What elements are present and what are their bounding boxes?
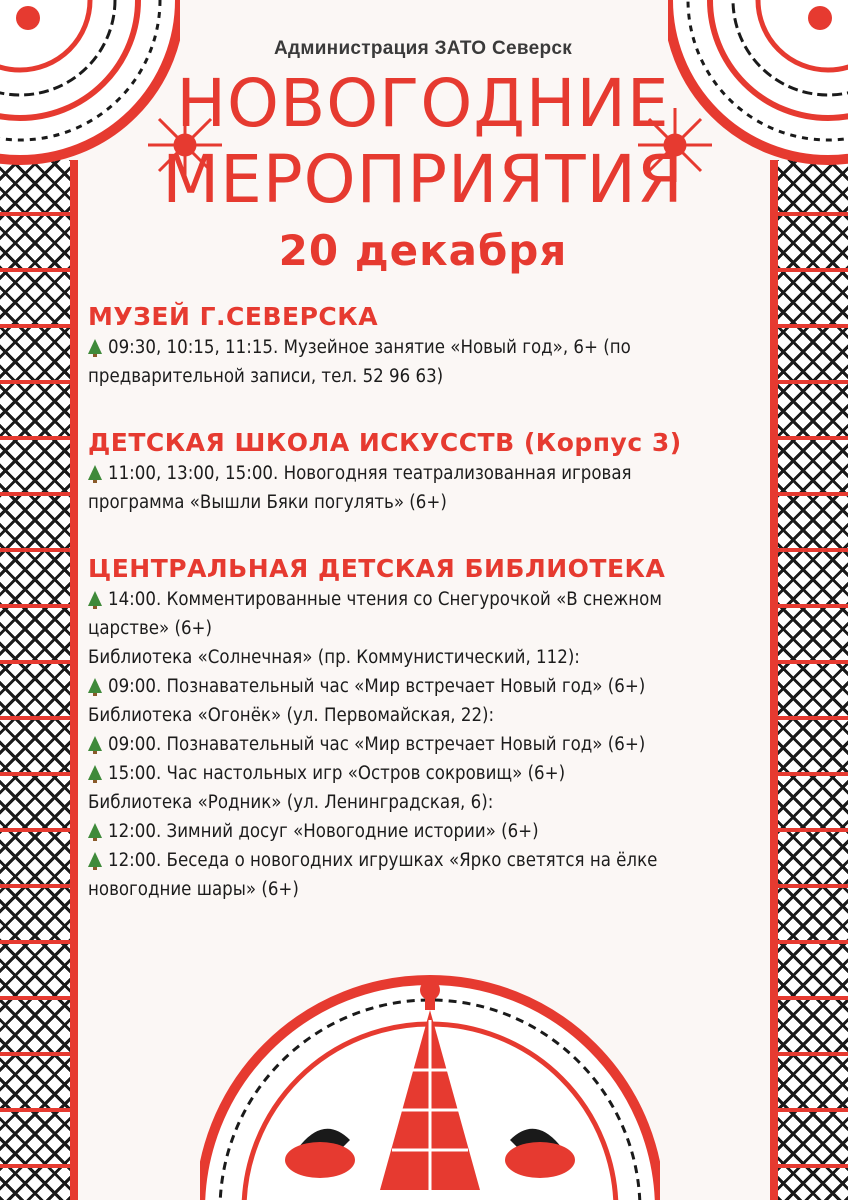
library-branch-label: Библиотека «Огонёк» (ул. Первомайская, 22):	[88, 705, 495, 726]
section-title: МУЗЕЙ Г.СЕВЕРСКА	[88, 302, 379, 331]
left-ornament-border	[0, 160, 78, 1200]
tree-icon	[88, 736, 102, 751]
event-line: 09:30, 10:15, 11:15. Музейное занятие «Новый год», 6+ (по	[88, 333, 758, 362]
library-branch-label: Библиотека «Родник» (ул. Ленинградская, 6):	[88, 792, 494, 813]
library-branch-label: Библиотека «Солнечная» (пр. Коммунистический, 112):	[88, 647, 580, 668]
poster-title	[88, 66, 758, 218]
event-line: 12:00. Беседа о новогодних игрушках «Ярко светятся на ёлке	[88, 846, 758, 875]
event-line: 15:00. Час настольных игр «Остров сокровищ» (6+)	[88, 759, 758, 788]
right-ornament-border	[770, 160, 848, 1200]
section-art-school	[88, 427, 758, 517]
title-line-1: НОВОГОДНИЕ	[176, 65, 670, 142]
section-library	[88, 553, 758, 904]
tree-icon	[88, 339, 102, 354]
section-title: ЦЕНТРАЛЬНАЯ ДЕТСКАЯ БИБЛИОТЕКА	[88, 554, 666, 583]
event-line: 09:00. Познавательный час «Мир встречает Новый год» (6+)	[88, 672, 758, 701]
event-line: программа «Вышли Бяки погулять» (6+)	[88, 492, 447, 513]
section-title: ДЕТСКАЯ ШКОЛА ИСКУССТВ (Корпус 3)	[88, 428, 682, 457]
tree-icon	[88, 852, 102, 867]
organizer-label: Администрация ЗАТО Северск	[273, 38, 573, 59]
event-line: 11:00, 13:00, 15:00. Новогодняя театрализованная игровая	[88, 459, 758, 488]
event-line: новогодние шары» (6+)	[88, 879, 299, 900]
section-museum	[88, 301, 758, 391]
event-date: 20 декабря	[278, 226, 568, 275]
tree-icon	[88, 765, 102, 780]
title-line-2: МЕРОПРИЯТИЯ	[162, 141, 684, 218]
poster-content	[88, 0, 758, 904]
tree-icon	[88, 591, 102, 606]
event-line: 12:00. Зимний досуг «Новогодние истории» (6+)	[88, 817, 758, 846]
folk-tree-illustration	[200, 960, 660, 1200]
tree-icon	[88, 465, 102, 480]
tree-icon	[88, 823, 102, 838]
event-line: предварительной записи, тел. 52 96 63)	[88, 366, 444, 387]
tree-icon	[88, 678, 102, 693]
event-line: царстве» (6+)	[88, 618, 212, 639]
event-line: 14:00. Комментированные чтения со Снегурочкой «В снежном	[88, 585, 758, 614]
event-line: 09:00. Познавательный час «Мир встречает Новый год» (6+)	[88, 730, 758, 759]
